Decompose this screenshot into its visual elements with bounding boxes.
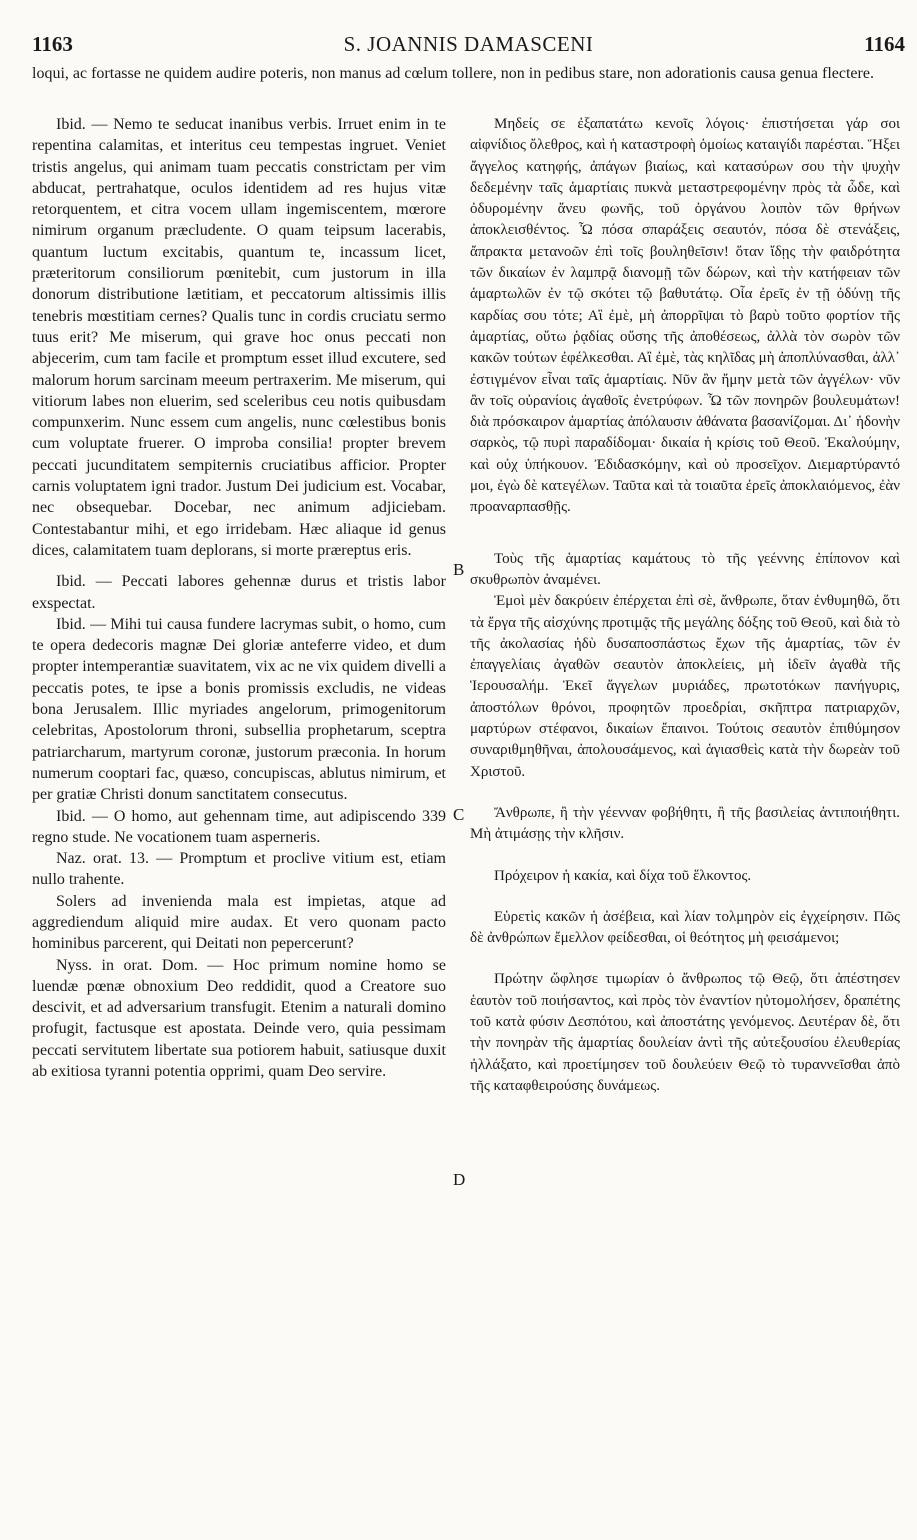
latin-paragraph: Ibid. — O homo, aut gehennam time, aut adipiscendo 339 regno stude. Ne vocationem tuam asperneris. xyxy=(32,807,446,846)
greek-column xyxy=(470,114,900,1097)
page-number-right: 1164 xyxy=(864,32,905,56)
greek-paragraph: Εὑρετὶς κακῶν ἡ ἀσέβεια, καὶ λίαν τολμηρὸν εἰς ἐγχείρησιν. Πῶς δὲ ἀνθρώπων ἔμελλον φείδεσθαι, οἱ θεότητος μὴ φεισάμενοι; xyxy=(470,908,900,947)
margin-marker-b: B xyxy=(453,560,465,579)
margin-marker-c: C xyxy=(453,805,465,824)
greek-paragraph: Ἐμοὶ μὲν δακρύειν ἐπέρχεται ἐπὶ σὲ, ἄνθρωπε, ὅταν ἐνθυμηθῶ, ὅτι τὰ ἔργα τῆς αἰσχύνης προτιμᾷς τῆς μεγάλης δόξης τοῦ Θεοῦ, καὶ διὰ τὸ τῆς ἀκολασίας ἡδὺ δυσαποσπάστως ἔχων τῆς ἁμαρτίας, τῶν ἐν ἐπαγγελίαις ἀγαθῶν σεαυτὸν ἀποκλείεις, μὴ ἰδεῖν ἀγαθὰ τῆς Ἱερουσαλήμ. Ἐκεῖ ἄγγελων μυριάδες, πρωτοτόκων πανήγυρις, ἀποστόλων θρόνοι, προφητῶν προεδρίαι, σκῆπτρα πατριαρχῶν, μαρτύρων στέφανοι, δικαίων ἔπαινοι. Τούτοις σεαυτὸν ἐπιθύμησον συναριθμηθῆναι, ἀπολουσάμενος, καὶ ἁγιασθεὶς κατὰ τὴν δωρεὰν τοῦ Χριστοῦ. xyxy=(470,593,900,780)
margin-marker-d: D xyxy=(453,1170,466,1189)
page-header xyxy=(32,32,905,62)
latin-paragraph: Nyss. in orat. Dom. — Hoc primum nomine homo se luendæ pœnæ obnoxium Deo reddidit, quod a Creatore suo descivit, et ad adversarium transfugit. Etenim a naturali domino profugit, factusque est apostata. Deinde vero, quia pessimam peccati servitutem libertate sua potiorem habuit, satiusque duxit ab exitiosa tyranni potentia opprimi, quam Deo servire. xyxy=(32,956,446,1081)
running-title: S. JOANNIS DAMASCENI xyxy=(343,32,594,56)
greek-paragraph: Μηδείς σε ἐξαπατάτω κενοῖς λόγοις· ἐπιστήσεται γάρ σοι αἰφνίδιος ὄλεθρος, καὶ ἡ καταστροφὴ ὁμοίως καταιγίδι παρέσται. Ἥξει ἄγγελος κατηφής, ἀπάγων βιαίως, καὶ κατασύρων σου τὴν ψυχὴν δεδεμένην ταῖς ἁμαρτίαις πυκνὰ μεταστρεφομένην πρὸς τὰ ὧδε, καὶ ὀδυρομένην ἄνευ φωνῆς, τοῦ ὀργάνου λοιπὸν τῶν θρήνων ἀποκλεισθέντος. Ὦ πόσα σπαράξεις σεαυτόν, πόσα δὲ στενάξεις, ἄπρακτα μετανοῶν ἐπὶ τοῖς βουληθεῖσιν! ὅταν ἴδῃς τὴν φαιδρότητα τῶν δικαίων ἐν λαμπρᾷ διανομῇ τῶν δώρων, καὶ τὴν κατήφειαν τῶν ἁμαρτωλῶν ἐν τῷ σκότει τῷ βαθυτάτῳ. Οἷα ἐρεῖς ἐν τῇ ὀδύνῃ τῆς καρδίας σου τότε; Αἲ ἐμὲ, μὴ ἀπορρῖψαι τὸ βαρὺ τοῦτο φορτίον τῆς ἁμαρτίας, οὕτω ῥᾳδίας οὔσης τῆς ἀποθέσεως, ἀλλὰ τὸν σωρὸν τῶν κακῶν τούτων ἐφέλκεσθαι. Αἲ ἐμὲ, τὰς κηλῖδας μὴ ἀποπλύνασθαι, ἀλλ᾽ ἐστιγμένον εἶναι ταῖς ἁμαρτίαις. Νῦν ἂν ἤμην μετὰ τῶν ἀγγέλων· νῦν ἂν τοῖς οὐρανίοις ἀγαθοῖς ἐνετρύφων. Ὦ τῶν πονηρῶν βουλευμάτων! διὰ πρόσκαιρον ἁμαρτίας ἀπόλαυσιν ἀθάνατα βασανίζομαι. Δι᾽ ἡδονὴν σαρκὸς, τῷ πυρὶ παραδίδομαι· δικαία ἡ κρίσις τοῦ Θεοῦ. Ἐκαλούμην, καὶ οὐχ ὑπήκουον. Ἐδιδασκόμην, καὶ οὐ προσεῖχον. Διεμαρτύραντό μοι, ἐγὼ δὲ κατεγέλων. Ταῦτα καὶ τὰ τοιαῦτα ἐρεῖς ἀποκλαιόμενος, ἐὰν προαναρπασθῇς. xyxy=(470,116,900,516)
greek-paragraph: Πρώτην ὤφλησε τιμωρίαν ὁ ἄνθρωπος τῷ Θεῷ, ὅτι ἀπέστησεν ἑαυτὸν τοῦ ποιήσαντος, καὶ πρὸς τὸν ἐναντίον ηὐτομολήσεν, δραπέτης τοῦ κατὰ φύσιν Δεσπότου, καὶ ἀποστάτης γενόμενος. Δευτέραν δὲ, ὅτι τὴν πονηρὰν τῆς ἁμαρτίας δουλείαν ἀντὶ τῆς αὐτεξουσίου ἐλευθερίας ἠλλάξατο, καὶ προετίμησεν τοῦ δουλεύειν Θεῷ τὸ τυραννεῖσθαι ἀπὸ τῆς καταφθειρούσης δυνάμεως. xyxy=(470,971,900,1094)
intro-text xyxy=(32,64,903,84)
page-number-left: 1163 xyxy=(32,32,73,56)
greek-paragraph: Τοὺς τῆς ἁμαρτίας καμάτους τὸ τῆς γεέννης ἐπίπονον καὶ σκυθρωπὸν ἀναμένει. xyxy=(470,550,900,588)
latin-paragraph: Naz. orat. 13. — Promptum et proclive vitium est, etiam nullo trahente. xyxy=(32,850,446,889)
intro-paragraph: loqui, ac fortasse ne quidem audire poteris, non manus ad cœlum tollere, non in pedibus stare, non adorationis causa genua flectere. xyxy=(32,65,874,82)
greek-paragraph: Ἄνθρωπε, ἢ τὴν γέενναν φοβήθητι, ἢ τῆς βασιλείας ἀντιποιήθητι. Μὴ ἀτιμάσῃς τὴν κλῆσιν. xyxy=(470,804,900,843)
latin-column xyxy=(32,114,446,1082)
latin-paragraph: Ibid. — Peccati labores gehennæ durus et tristis labor exspectat. xyxy=(32,573,446,612)
latin-paragraph: Solers ad invenienda mala est impietas, atque ad aggrediendum aliquid mire audax. Et vero quonam pacto hominibus parcerent, qui Deitati non pepercerunt? xyxy=(32,892,446,953)
latin-paragraph: Ibid. — Nemo te seducat inanibus verbis. Irruet enim in te repentina calamitas, et interitus ceu tempestas ingruet. Veniet tristis angelus, qui animam tuam peccatis constrictam per vim abducat, pertrahatque, oculos identidem ad res hujus vitæ retorquentem, et citra vocem ullam ingemiscentem, mœrore nimirum organum præcludente. O quam teipsum lacerabis, quantum luctum excitabis, quantum te, incassum licet, præteritorum consiliorum pœnitebit, cum justorum in illa donorum distributione lætitiam, et peccatorum altissimis illis tenebris mœstitiam cernes? Qualis tunc in cordis cruciatu sermo tuus erit? Me miserum, qui grave hoc onus peccati non abjecerim, cum tam facile et promptum esset illud excutere, sed malorum horum sarcinam meeum pertraxerim. Me miserum, qui vitiorum labes non eluerim, sed sceleribus ceu notis quibusdam compunxerim. Nunc essem cum angelis, nunc cœlestibus bonis cum voluptate fruerer. O improba consilia! propter brevem peccati jucunditatem sempiternis cruciatibus afficior. Propter carnis voluptatem igni trador. Justum Dei judicium est. Vocabar, nec obsequebar. Docebar, nec animum adjiciebam. Contestabantur mihi, et ego irridebam. Hæc aliaque id genus dices, calamitatem tuam deplorans, si morte præreptus eris. xyxy=(32,116,446,559)
latin-paragraph: Ibid. — Mihi tui causa fundere lacrymas subit, o homo, cum te opera dedecoris magnæ Dei gloriæ anteferre video, et dum propter intemperantiæ suavitatem, vix ac ne vix quidem divelli a peccatis potes, te ipse a bonis promissis excludis, ne videas bona Jerusalem. Illic myriades angelorum, primogenitorum celebritas, Apostolorum throni, subsellia prophetarum, sceptra patriarcharum, martyrum coronæ, justorum præconia. In horum numerum cooptari fac, quæso, concupiscas, ablutus nimirum, et per gratiæ Christi donum sanctitatem consecutus. xyxy=(32,615,446,804)
greek-paragraph: Πρόχειρον ἡ κακία, καὶ δίχα τοῦ ἕλκοντος. xyxy=(494,867,752,884)
